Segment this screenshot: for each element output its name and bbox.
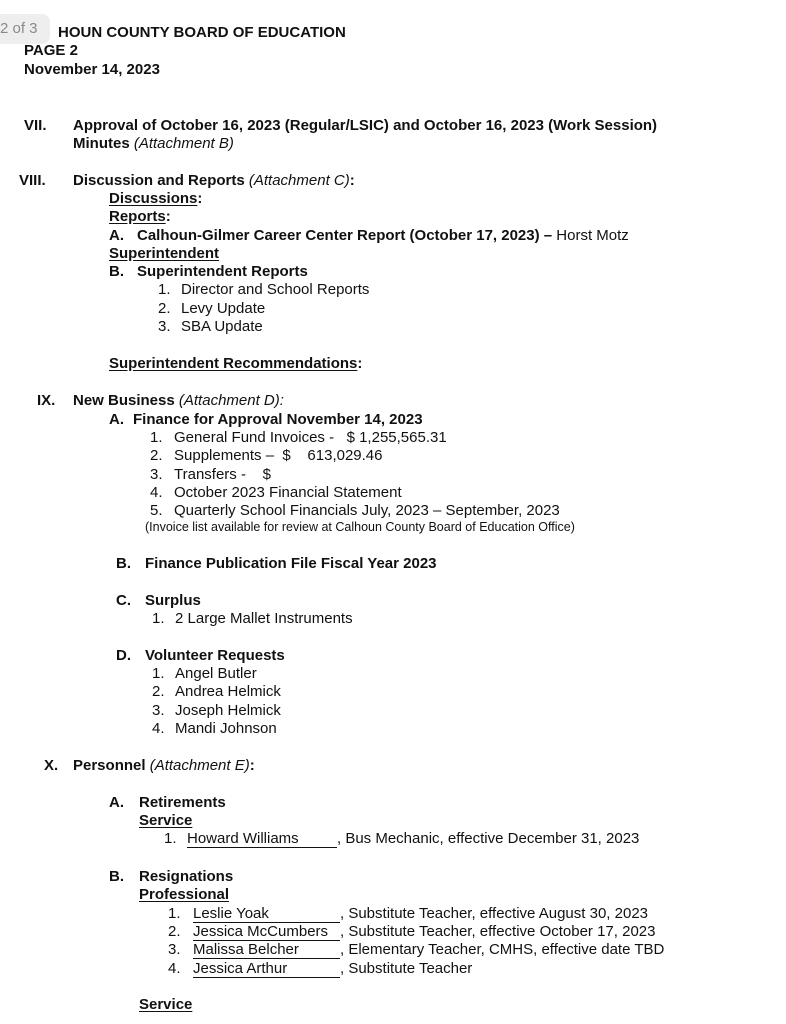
recommendations-heading: Superintendent Recommendations: [109,355,363,372]
section-vii-minutes: Minutes [73,135,130,152]
section-ix-heading [73,392,284,409]
page-indicator: 2 of 3 [0,14,50,44]
section-x-numeral: X. [44,757,59,774]
meeting-date: November 14, 2023 [24,61,160,78]
list-item: 5. Quarterly School Financials July, 2023 – September, 2023 [150,502,560,519]
section-vii-title-cont [73,135,234,152]
retirements-title: Retirements [139,794,226,811]
list-item: 1. Angel Butler [152,665,257,682]
surplus-title: Surplus [145,592,201,609]
volunteer-title: Volunteer Requests [145,647,285,664]
report-item-b: B. Superintendent Reports [109,263,308,280]
employee-name: Jessica Arthur [193,960,340,978]
list-item: 2. Jessica McCumbers , Substitute Teacher, effective October 17, 2023 [168,923,656,940]
resignations-title: Resignations [139,868,234,885]
section-x-attachment: (Attachment E) [149,757,250,774]
report-item-b-title: Superintendent Reports [137,263,308,280]
list-item: 3. SBA Update [158,318,263,335]
surplus-item-c: C. Surplus [116,592,201,609]
employee-name: Malissa Belcher [193,941,340,959]
report-item-a-presenter: Horst Motz [556,227,629,244]
list-item: 3. Transfers - $ [150,466,271,483]
section-ix-attachment: (Attachment D): [178,392,284,409]
finance-note: (Invoice list available for review at Calhoun County Board of Education Office) [145,520,575,534]
section-viii-numeral: VIII. [19,172,46,189]
personnel-item-a: A. Retirements [109,794,226,811]
section-ix-numeral: IX. [37,392,56,409]
section-x-heading: Personnel (Attachment E): [73,757,255,774]
personnel-item-b: B. Resignations [109,868,234,885]
list-item: 4. October 2023 Financial Statement [150,484,402,501]
list-item: 1. General Fund Invoices - $ 1,255,565.31 [150,429,447,446]
report-item-a: A. Calhoun-Gilmer Career Center Report (October 17, 2023) – Horst Motz [109,227,629,244]
finance-item-a: A. Finance for Approval November 14, 2023 [109,411,423,428]
list-item: 1. Director and School Reports [158,281,370,298]
resign-service-heading: Service [139,996,193,1013]
employee-name: Howard Williams [187,830,337,848]
employee-name: Leslie Yoak [193,905,340,923]
finance-item-a-title: Finance for Approval November 14, 2023 [133,411,423,428]
list-item: 3. Malissa Belcher , Elementary Teacher, CMHS, effective date TBD [168,941,665,958]
finance-item-b-title: Finance Publication File Fiscal Year 2023 [145,555,437,572]
list-item: 2. Andrea Helmick [152,683,281,700]
volunteer-item-d: D. Volunteer Requests [116,647,285,664]
discussions-heading: Discussions: [109,190,203,207]
professional-heading: Professional [139,886,230,903]
finance-item-b: B. Finance Publication File Fiscal Year 2023 [116,555,437,572]
reports-heading: Reports: [109,208,171,225]
section-viii-title: Discussion and Reports [73,172,245,189]
list-item: 1. Leslie Yoak , Substitute Teacher, effective August 30, 2023 [168,905,648,922]
section-vii-attachment: (Attachment B) [133,135,234,152]
list-item: 4. Mandi Johnson [152,720,277,737]
org-title: HOUN COUNTY BOARD OF EDUCATION [58,24,346,41]
superintendent-heading: Superintendent [109,245,220,262]
employee-name: Jessica McCumbers [193,923,340,941]
report-item-a-title: Calhoun-Gilmer Career Center Report (October 17, 2023) – [137,227,553,244]
section-ix-title: New Business [73,392,175,409]
section-viii-heading: Discussion and Reports (Attachment C): [73,172,355,189]
section-x-title: Personnel [73,757,146,774]
page-number: PAGE 2 [24,42,78,59]
list-item: 4. Jessica Arthur , Substitute Teacher [168,960,473,977]
list-item: 1. Howard Williams , Bus Mechanic, effective December 31, 2023 [164,830,640,847]
section-vii-numeral: VII. [24,117,47,134]
list-item: 2. Supplements – $ 613,029.46 [150,447,383,464]
list-item: 1. 2 Large Mallet Instruments [152,610,353,627]
retire-service-heading: Service [139,812,193,829]
list-item: 2. Levy Update [158,300,266,317]
section-vii-title: Approval of October 16, 2023 (Regular/LSIC) and October 16, 2023 (Work Session) [73,117,658,134]
section-viii-attachment: (Attachment C) [248,172,350,189]
list-item: 3. Joseph Helmick [152,702,281,719]
